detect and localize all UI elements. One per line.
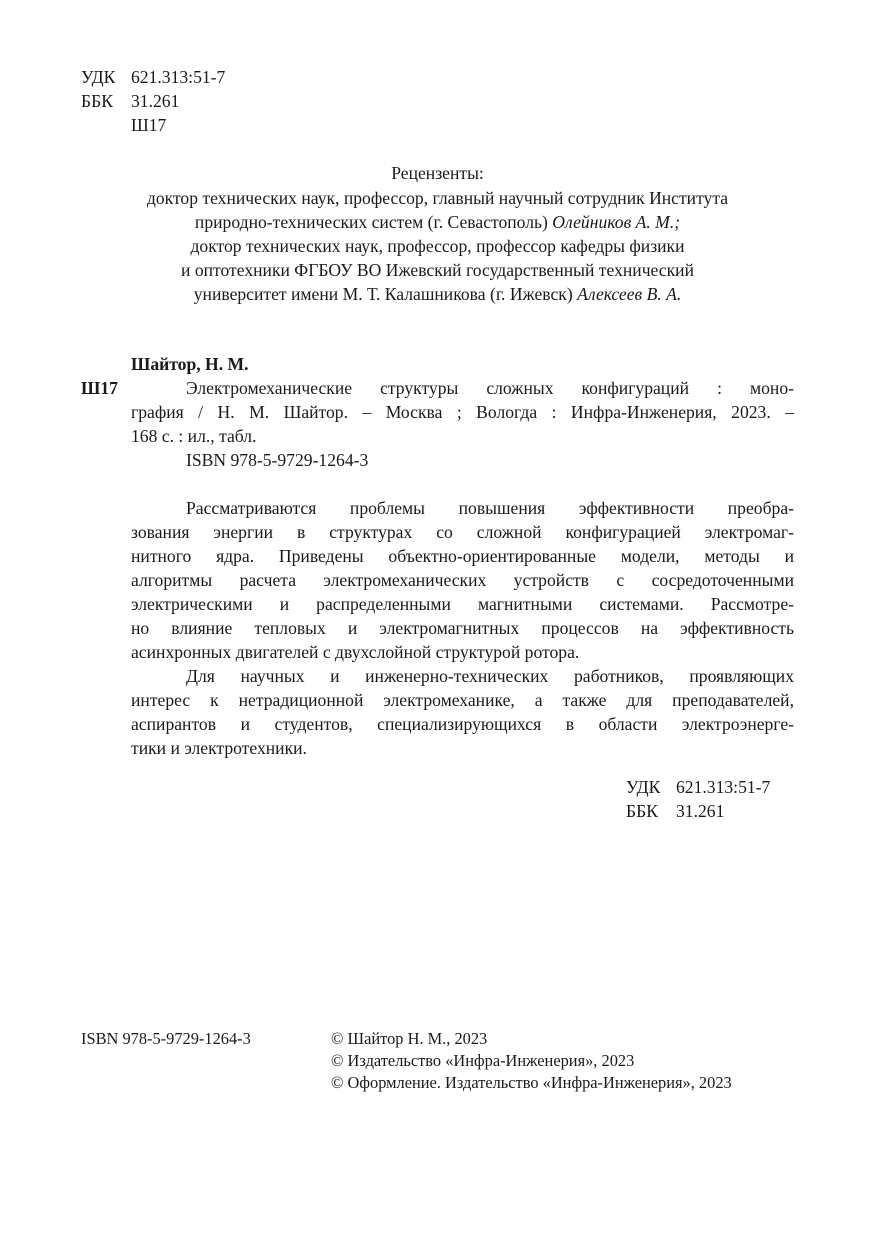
- reviewer-name: Олейников А. М.;: [552, 212, 681, 232]
- classification-udk: [626, 777, 770, 798]
- reviewers-title: Рецензенты:: [391, 163, 484, 183]
- abstract-line: Для научных и инженерно-технических работников, проявляющих: [186, 666, 794, 686]
- abstract-line: интерес к нетрадиционной электромеханике, а также для преподавателей,: [131, 690, 794, 710]
- abstract-line: тики и электротехники.: [131, 738, 307, 758]
- abstract-line: аспирантов и студентов, специализирующихся в области электроэнерге-: [131, 714, 794, 734]
- abstract-line: электрическими и распределенными магнитными системами. Рассмотре-: [131, 594, 794, 614]
- entry-author: Шайтор, Н. М.: [131, 354, 249, 374]
- reviewer-line: [0, 284, 875, 305]
- reviewer-line-text: природно-технических систем (г. Севастополь): [194, 212, 553, 232]
- classification-udk-label: УДК: [626, 777, 661, 797]
- classification-bbk: [626, 801, 724, 822]
- footer-copyright: © Издательство «Инфра-Инженерия», 2023: [331, 1051, 635, 1070]
- entry-desc-line: графия / Н. М. Шайтор. – Москва ; Вологда : Инфра-Инженерия, 2023. –: [131, 402, 794, 422]
- header-udk-value: 621.313:51-7: [131, 67, 226, 87]
- reviewer-line: [0, 212, 875, 233]
- footer-copyright: © Шайтор Н. М., 2023: [331, 1029, 488, 1048]
- abstract-line: нитного ядра. Приведены объектно-ориентированные модели, методы и: [131, 546, 794, 566]
- classification-bbk-label: ББК: [626, 801, 658, 821]
- entry-desc-line: Электромеханические структуры сложных конфигураций : моно-: [186, 378, 794, 398]
- footer-copyright: © Оформление. Издательство «Инфра-Инженерия», 2023: [331, 1073, 732, 1092]
- header-bbk-value: 31.261: [131, 91, 180, 111]
- abstract-line: Рассматриваются проблемы повышения эффективности преобра-: [186, 498, 794, 518]
- abstract-line: но влияние тепловых и электромагнитных процессов на эффективность: [131, 618, 794, 638]
- reviewer-line: [0, 188, 875, 209]
- reviewer-line-text: и оптотехники ФГБОУ ВО Ижевский государственный технический: [181, 260, 694, 280]
- reviewer-line-text: доктор технических наук, профессор, главный научный сотрудник Института: [146, 188, 729, 208]
- reviewer-line-text: университет имени М. Т. Калашникова (г. Ижевск): [193, 284, 578, 304]
- reviewer-line: [0, 236, 875, 257]
- entry-desc-line: 168 с. : ил., табл.: [131, 426, 257, 446]
- classification-bbk-value: 31.261: [676, 801, 725, 821]
- footer-isbn: ISBN 978-5-9729-1264-3: [81, 1029, 251, 1048]
- header-bbk: [81, 91, 179, 112]
- reviewer-line-text: доктор технических наук, профессор, профессор кафедры физики: [190, 236, 685, 256]
- entry-mark: Ш17: [81, 378, 118, 398]
- header-bbk-label: ББК: [81, 91, 113, 111]
- entry-isbn: ISBN 978-5-9729-1264-3: [186, 450, 369, 470]
- reviewer-name: Алексеев В. А.: [577, 284, 682, 304]
- header-udk: [81, 67, 225, 88]
- classification-udk-value: 621.313:51-7: [676, 777, 771, 797]
- abstract-line: зования энергии в структурах со сложной конфигурацией электромаг-: [131, 522, 794, 542]
- reviewer-line: [0, 260, 875, 281]
- header-author-mark: Ш17: [131, 115, 167, 135]
- header-udk-label: УДК: [81, 67, 116, 87]
- abstract-line: алгоритмы расчета электромеханических устройств с сосредоточенными: [131, 570, 794, 590]
- abstract-line: асинхронных двигателей с двухслойной структурой ротора.: [131, 642, 580, 662]
